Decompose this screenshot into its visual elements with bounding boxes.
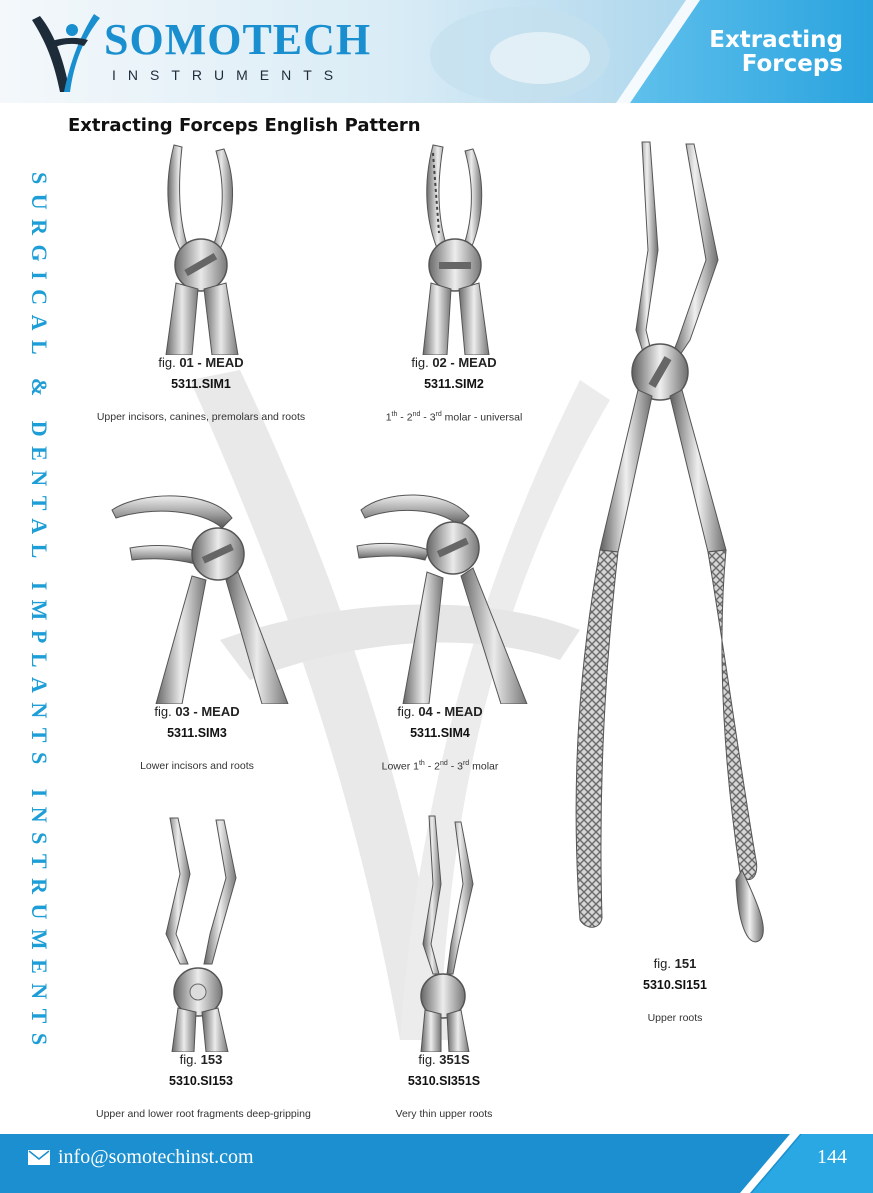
fig-number: 151 bbox=[674, 956, 697, 971]
fig-prefix: fig. bbox=[411, 355, 429, 370]
fig-number: 351S bbox=[439, 1052, 470, 1067]
product-fig-01[interactable] bbox=[96, 143, 306, 423]
fig-prefix: fig. bbox=[179, 1052, 197, 1067]
product-code: 5311.SIM1 bbox=[171, 377, 231, 391]
figure-label bbox=[92, 704, 302, 719]
fig-number: 01 - MEAD bbox=[179, 355, 244, 370]
fig-number: 04 - MEAD bbox=[418, 704, 483, 719]
forceps-image bbox=[345, 488, 535, 704]
figure-label bbox=[344, 355, 564, 370]
fig-prefix: fig. bbox=[418, 1052, 436, 1067]
product-code: 5311.SIM4 bbox=[410, 726, 470, 740]
side-category-text: SURGICAL & DENTAL IMPLANTS INSTRUMENTS bbox=[27, 172, 52, 1055]
product-description: Upper incisors, canines, premolars and roots bbox=[96, 411, 306, 423]
product-code: 5311.SIM2 bbox=[424, 377, 484, 391]
forceps-image bbox=[389, 814, 499, 1052]
product-code: 5310.SI153 bbox=[169, 1074, 233, 1088]
somotech-logo-icon bbox=[26, 12, 106, 96]
product-code: 5311.SIM3 bbox=[167, 726, 227, 740]
brand-subtitle: INSTRUMENTS bbox=[112, 67, 346, 83]
figure-label bbox=[600, 956, 750, 971]
footer-email-link[interactable] bbox=[28, 1146, 254, 1169]
product-code: 5310.SI151 bbox=[643, 978, 707, 992]
envelope-icon bbox=[28, 1150, 50, 1165]
page-footer bbox=[0, 1134, 873, 1193]
fig-number: 153 bbox=[200, 1052, 223, 1067]
page-number: 144 bbox=[817, 1146, 847, 1168]
figure-label bbox=[335, 704, 545, 719]
product-fig-02[interactable] bbox=[344, 143, 564, 424]
figure-label bbox=[96, 355, 306, 370]
product-description: Upper and lower root fragments deep-gripping bbox=[96, 1108, 311, 1120]
forceps-image bbox=[146, 143, 256, 355]
section-title-line1: Extracting bbox=[709, 27, 843, 53]
product-description: Lower incisors and roots bbox=[140, 760, 254, 772]
product-code: 5310.SI351S bbox=[407, 1074, 481, 1088]
brand-name: SOMOTECH bbox=[104, 15, 372, 64]
forceps-image bbox=[146, 814, 256, 1052]
figure-label bbox=[344, 1052, 544, 1067]
section-title bbox=[709, 28, 843, 76]
product-fig-04[interactable] bbox=[335, 488, 545, 773]
fig-prefix: fig. bbox=[154, 704, 172, 719]
forceps-image bbox=[399, 143, 509, 355]
fig-prefix: fig. bbox=[158, 355, 176, 370]
fig-number: 02 - MEAD bbox=[432, 355, 497, 370]
page-title: Extracting Forceps English Pattern bbox=[68, 115, 421, 136]
section-title-line2: Forceps bbox=[741, 51, 843, 77]
forceps-image bbox=[102, 488, 292, 704]
product-fig-153[interactable] bbox=[96, 814, 311, 1120]
product-description: 1th - 2nd - 3rd molar - universal bbox=[385, 411, 523, 424]
product-fig-151[interactable] bbox=[560, 140, 790, 948]
fig-number: 03 - MEAD bbox=[175, 704, 240, 719]
forceps-image bbox=[560, 140, 790, 948]
product-description: Very thin upper roots bbox=[395, 1108, 493, 1120]
product-description: Upper roots bbox=[647, 1012, 703, 1024]
brand-logo[interactable] bbox=[26, 12, 372, 98]
fig-prefix: fig. bbox=[653, 956, 671, 971]
fig-prefix: fig. bbox=[397, 704, 415, 719]
page-header bbox=[0, 0, 873, 103]
product-description: Lower 1th - 2nd - 3rd molar bbox=[381, 760, 499, 773]
product-fig-151-labels bbox=[600, 956, 750, 1024]
product-fig-03[interactable] bbox=[92, 488, 302, 772]
email-text: info@somotechinst.com bbox=[58, 1146, 254, 1168]
product-fig-351s[interactable] bbox=[344, 814, 544, 1120]
figure-label bbox=[96, 1052, 306, 1067]
